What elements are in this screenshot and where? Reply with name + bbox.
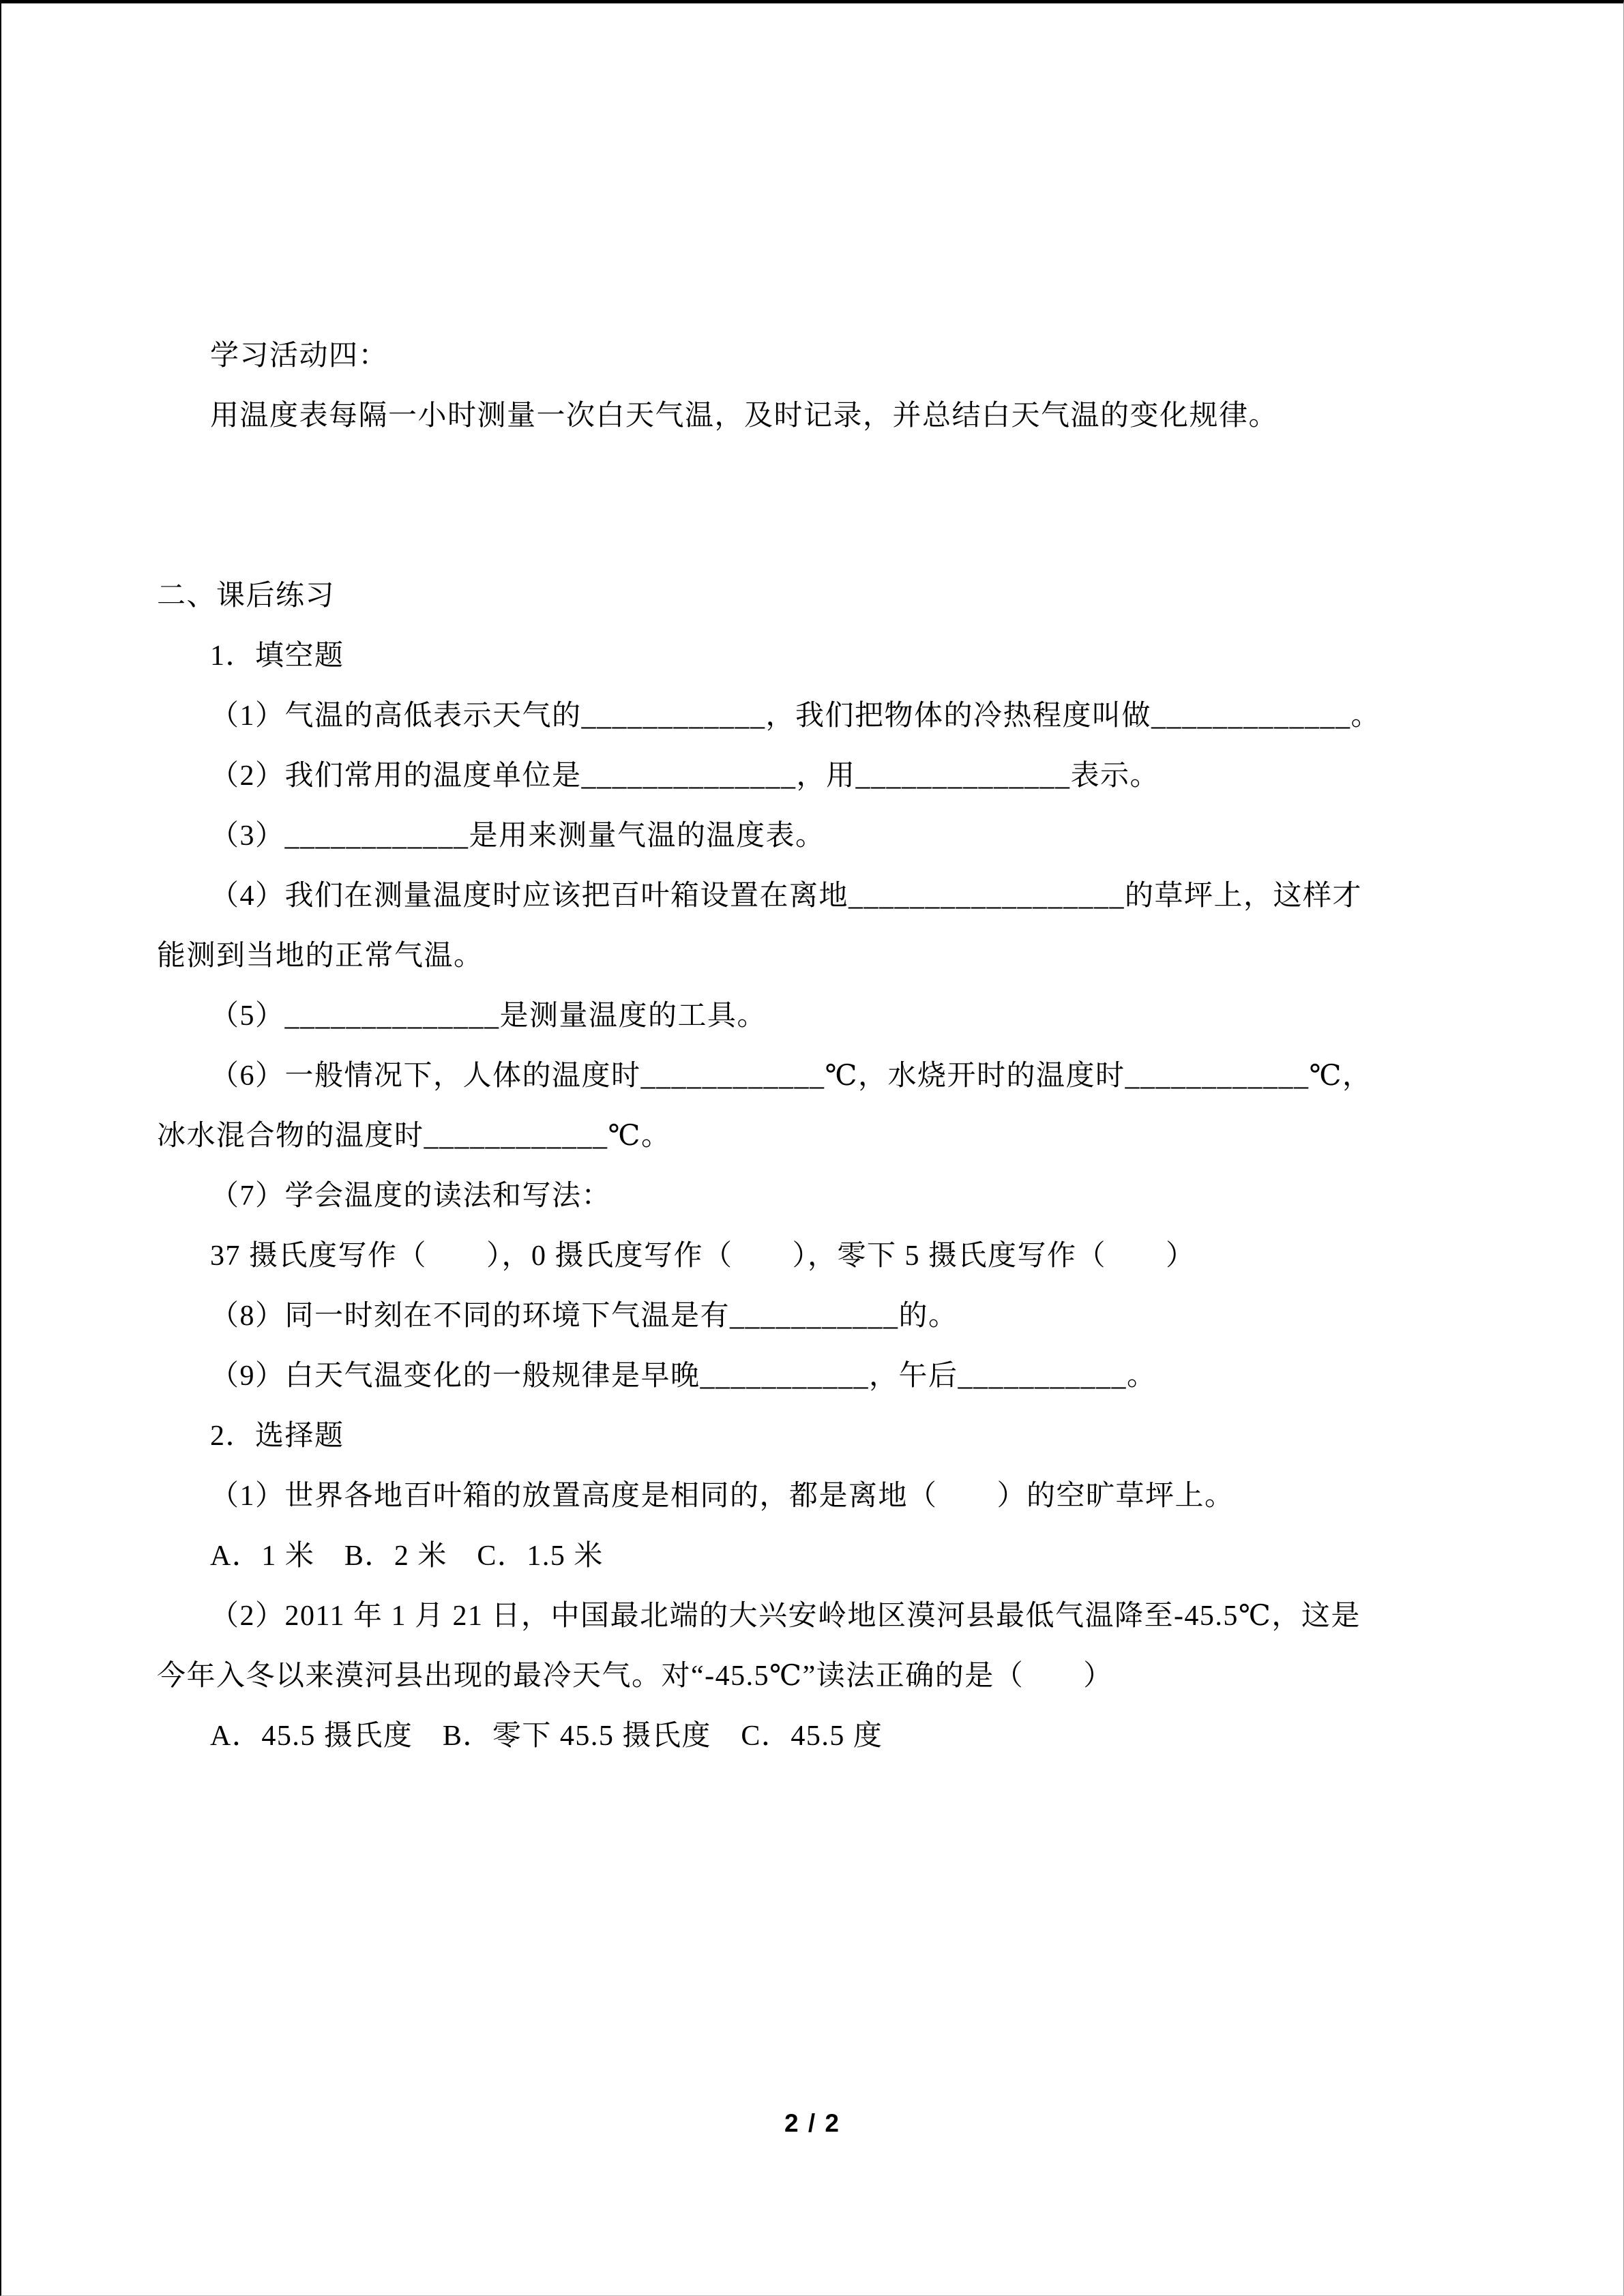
blank-line [157,446,1473,506]
fill-blank-q1: （1）气温的高低表示天气的____________，我们把物体的冷热程度叫做_____________。 [210,700,1381,732]
line-activity-four-title: 学习活动四： [210,340,389,372]
line-activity-four-desc: 用温度表每隔一小时测量一次白天气温，及时记录，并总结白天气温的变化规律。 [210,400,1279,432]
fill-blank-q4-line2: 能测到当地的正常气温。 [157,940,484,972]
fill-blank-q6-line1: （6）一般情况下，人体的温度时____________℃，水烧开时的温度时____________℃， [210,1060,1372,1092]
fill-blank-q5: （5）______________是测量温度的工具。 [210,1000,767,1032]
fill-blank-q8: （8）同一时刻在不同的环境下气温是有___________的。 [210,1300,958,1332]
choice-q2-line2: 今年入冬以来漠河县出现的最冷天气。对“-45.5℃”读法正确的是（ ） [157,1660,1113,1692]
fill-blank-q4-line1: （4）我们在测量温度时应该把百叶箱设置在离地__________________的草坪上，这样才 [210,880,1363,912]
section-heading-review-exercises: 二、课后练习 [157,580,336,612]
page-number: 2 / 2 [784,2109,840,2137]
fill-blank-q3: （3）____________是用来测量气温的温度表。 [210,820,825,852]
heading-multiple-choice: 2．选择题 [210,1420,344,1452]
document-body [157,326,1473,1766]
fill-blank-q9: （9）白天气温变化的一般规律是早晚___________，午后___________。 [210,1360,1157,1392]
choice-q1-options: A．1 米 B．2 米 C．1.5 米 [210,1540,604,1572]
page-footer [1,2109,1623,2138]
heading-fill-in-blanks: 1．填空题 [210,640,344,672]
blank-line [157,506,1473,566]
choice-q1: （1）世界各地百叶箱的放置高度是相同的，都是离地（ ）的空旷草坪上。 [210,1480,1235,1512]
choice-q2-options: A．45.5 摄氏度 B．零下 45.5 摄氏度 C．45.5 度 [210,1720,883,1752]
fill-blank-q2: （2）我们常用的温度单位是______________，用______________表示。 [210,760,1160,792]
fill-blank-q7: （7）学会温度的读法和写法： [210,1180,612,1212]
choice-q2-line1: （2）2011 年 1 月 21 日，中国最北端的大兴安岭地区漠河县最低气温降至-45.5℃，这是 [210,1600,1361,1632]
fill-blank-q6-line2: 冰水混合物的温度时____________℃。 [157,1120,671,1152]
fill-blank-q7-examples: 37 摄氏度写作（ ），0 摄氏度写作（ ），零下 5 摄氏度写作（ ） [210,1240,1196,1272]
